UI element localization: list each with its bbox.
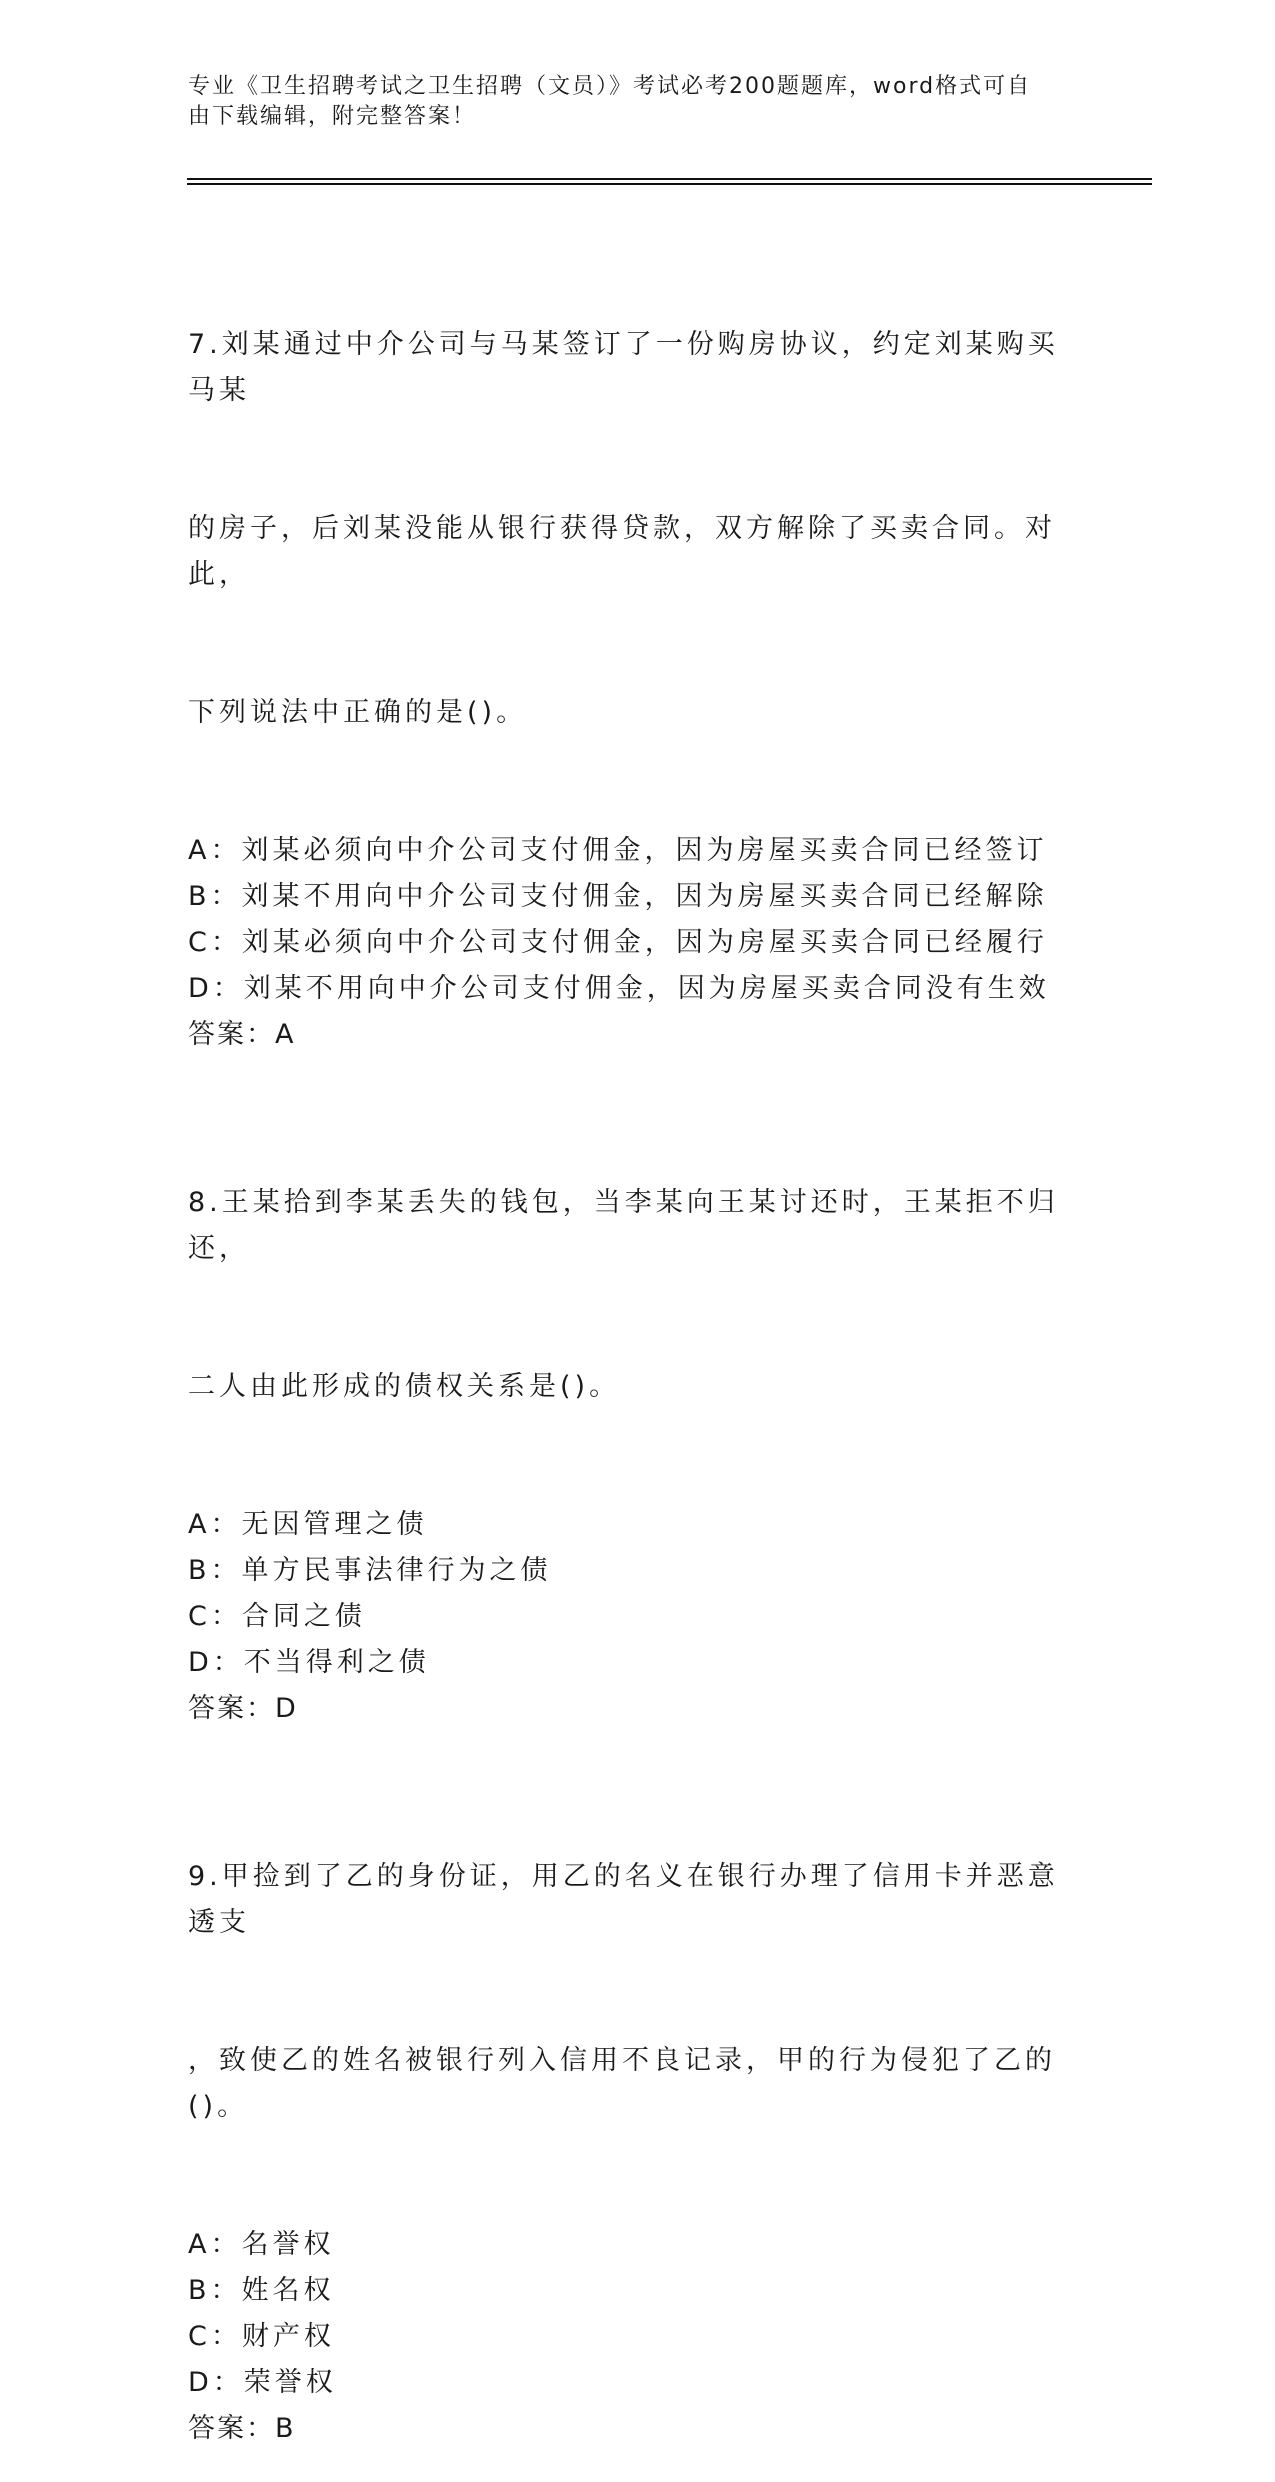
question-9 xyxy=(188,1762,1088,2452)
option-a: A：无因管理之债 xyxy=(188,1509,428,1540)
stem-line: ，致使乙的姓名被银行列入信用不良记录，甲的行为侵犯了乙的()。 xyxy=(188,2045,1056,2122)
question-stem xyxy=(188,1088,1068,1502)
question-stem xyxy=(188,1762,1068,2222)
option-c: C：财产权 xyxy=(188,2321,335,2352)
option-a: A：刘某必须向中介公司支付佣金，因为房屋买卖合同已经签订 xyxy=(188,835,1048,866)
option-b: B：单方民事法律行为之债 xyxy=(188,1555,552,1586)
question-7 xyxy=(188,230,1088,1058)
header-line-2: 由下载编辑，附完整答案！ xyxy=(188,104,477,129)
stem-line: 的房子，后刘某没能从银行获得贷款，双方解除了买卖合同。对此， xyxy=(188,513,1056,590)
stem-line: 8.王某拾到李某丢失的钱包，当李某向王某讨还时，王某拒不归还， xyxy=(188,1187,1059,1264)
question-stem xyxy=(188,230,1068,828)
rule-bottom xyxy=(187,183,1152,185)
question-8 xyxy=(188,1088,1088,1732)
option-b: B：姓名权 xyxy=(188,2275,335,2306)
question-list xyxy=(188,230,1088,2482)
document-header xyxy=(188,72,1068,132)
option-d: D：刘某不用向中介公司支付佣金，因为房屋买卖合同没有生效 xyxy=(188,973,1050,1004)
option-b: B：刘某不用向中介公司支付佣金，因为房屋买卖合同已经解除 xyxy=(188,881,1048,912)
header-line-1: 专业《卫生招聘考试之卫生招聘（文员）》考试必考200题题库，word格式可自 xyxy=(188,74,1032,99)
option-d: D：荣誉权 xyxy=(188,2367,337,2398)
stem-line: 下列说法中正确的是()。 xyxy=(188,697,528,728)
answer-line: 答案：D xyxy=(188,1693,298,1724)
option-c: C：合同之债 xyxy=(188,1601,366,1632)
header-double-rule xyxy=(187,178,1152,188)
option-a: A：名誉权 xyxy=(188,2229,335,2260)
option-c: C：刘某必须向中介公司支付佣金，因为房屋买卖合同已经履行 xyxy=(188,927,1048,958)
stem-line: 二人由此形成的债权关系是()。 xyxy=(188,1371,621,1402)
answer-line: 答案：A xyxy=(188,1019,296,1050)
stem-line: 9.甲捡到了乙的身份证，用乙的名义在银行办理了信用卡并恶意透支 xyxy=(188,1861,1059,1938)
answer-line: 答案：B xyxy=(188,2413,296,2444)
stem-line: 7.刘某通过中介公司与马某签订了一份购房协议，约定刘某购买马某 xyxy=(188,329,1059,406)
rule-top xyxy=(187,178,1152,180)
option-d: D：不当得利之债 xyxy=(188,1647,430,1678)
